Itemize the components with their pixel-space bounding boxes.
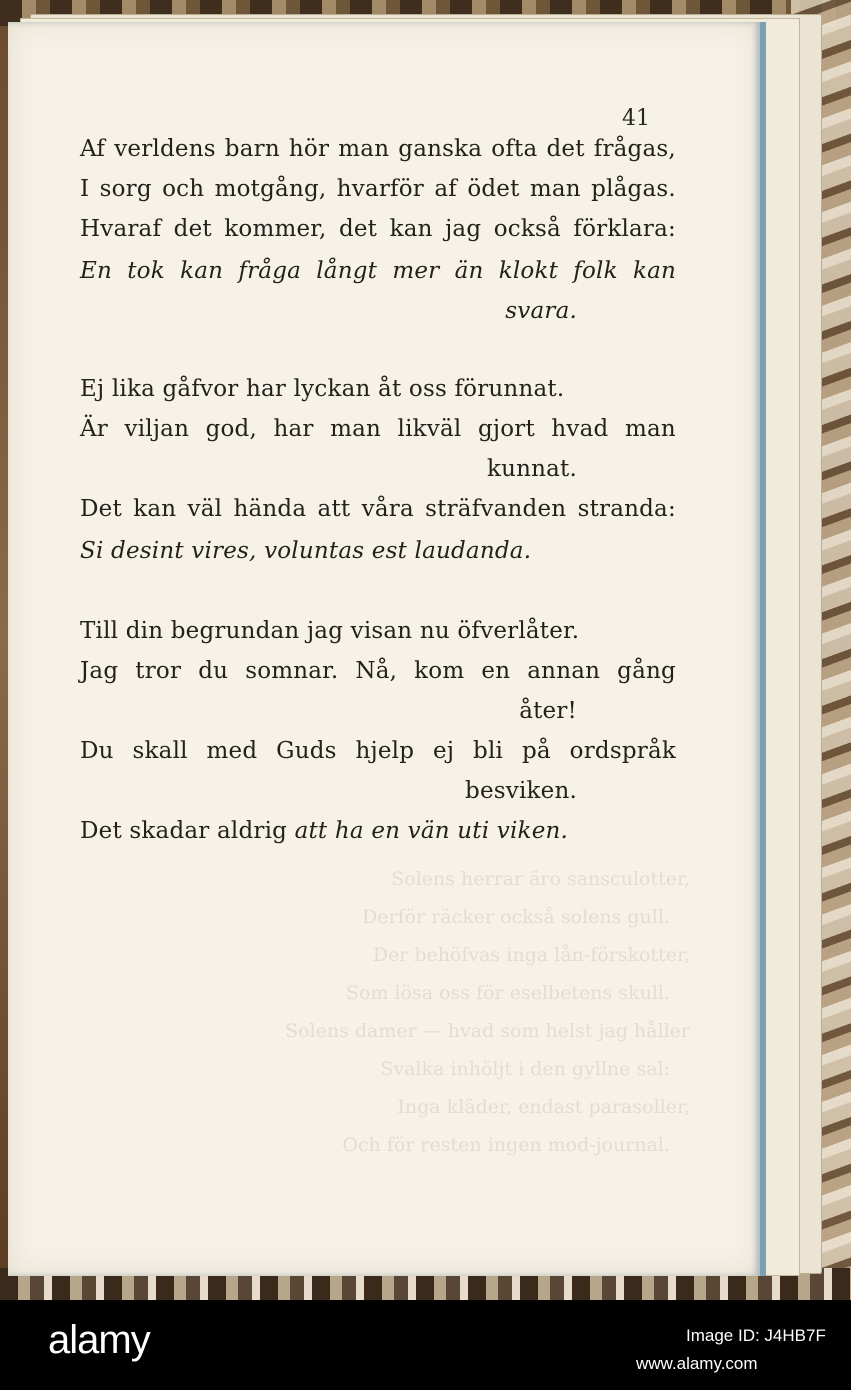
word: ofta [491,136,538,162]
alamy-logo: alamy [48,1318,150,1362]
word: har [273,416,314,442]
word: Nå, [355,658,398,684]
bleed-line: Solens herrar äro sansculotter, [391,868,690,890]
bleed-line: Derför räcker också solens gull. [362,906,670,928]
poem-line [80,216,676,242]
word: skall [132,738,188,764]
word: somnar. [245,658,339,684]
word: tok [127,258,165,284]
poem-line [80,258,676,284]
word: Du [80,738,114,764]
word: gjort [477,416,535,442]
poem-line: Ej lika gåfvor har lyckan åt oss förunnat. [80,376,565,402]
poem-line: åter! [519,698,577,724]
word: Jag [80,658,119,684]
bleed-line: Der behöfvas inga lån-förskotter, [372,944,690,966]
word: det [546,136,585,162]
poem-line [80,496,676,522]
word: kan [180,258,224,284]
word: jag [445,216,482,242]
word: I [80,176,90,202]
line-prefix: Det skadar aldrig [80,818,295,844]
word: annan [527,658,601,684]
word: gång [617,658,676,684]
word: stranda: [577,496,676,522]
word: kan [632,258,676,284]
word: af [434,176,457,202]
word: Hvaraf [80,216,162,242]
word: Guds [276,738,337,764]
word: Det [80,496,122,522]
word: och [162,176,205,202]
word: ödet [467,176,520,202]
poem-line: svara. [505,298,577,324]
word: En [80,258,113,284]
word: plågas. [591,176,676,202]
site-url: www.alamy.com [636,1354,758,1373]
poem-line [80,738,676,764]
word: ej [433,738,455,764]
word: frågas, [593,136,676,162]
word: hända [233,496,307,522]
word: det [338,216,378,242]
word: hvarför [336,176,425,202]
word: man [338,136,390,162]
word: det [173,216,212,242]
word: ganska [398,136,483,162]
word: med [206,738,258,764]
word: kan [389,216,433,242]
word: sträfvanden [425,496,567,522]
word: tror [135,658,182,684]
bleed-line: Inga kläder, endast parasoller, [397,1096,690,1118]
poem-line: Si desint vires, voluntas est laudanda. [80,538,532,564]
word: klokt [498,258,559,284]
poem-line [80,176,676,202]
word: hjelp [355,738,415,764]
word: väl [187,496,223,522]
word: en [481,658,511,684]
word: fråga [238,258,302,284]
word: viljan [124,416,190,442]
word: Är [80,416,109,442]
word: man [330,416,382,442]
bleed-line: Svalka inhöljt i den gyllne sal: [380,1058,670,1080]
word: sorg [99,176,152,202]
poem-line: besviken. [465,778,577,804]
word: mer [392,258,440,284]
word: man [529,176,581,202]
bleed-line: Som lösa oss för eselbetens skull. [345,982,670,1004]
poem-line [80,416,676,442]
word: kan [133,496,177,522]
poem-line: kunnat. [486,456,577,482]
word: våra [361,496,414,522]
word: bli [473,738,504,764]
word: förklara: [573,216,676,242]
poem-line [80,136,676,162]
book-page [8,22,766,1276]
word: hör [288,136,330,162]
word: ordspråk [569,738,676,764]
word: man [624,416,676,442]
word: kom [414,658,465,684]
word: att [317,496,351,522]
word: god, [205,416,257,442]
word: också [493,216,561,242]
word: på [521,738,551,764]
word: verldens [114,136,216,162]
bleed-line: Solens damer — hvad som helst jag håller [285,1020,690,1042]
word: du [198,658,229,684]
word: än [454,258,484,284]
word: motgång, [214,176,327,202]
word: barn [224,136,280,162]
poem-line: Till din begrundan jag visan nu öfverlåter. [80,618,580,644]
poem-line [80,818,568,844]
line-italic-part: att ha en vän uti viken. [294,818,569,844]
bleed-line: Och för resten ingen mod-journal. [342,1134,670,1156]
word: hvad [551,416,609,442]
poem-line [80,658,676,684]
word: folk [573,258,618,284]
page-number: 41 [622,106,650,131]
image-id-label: Image ID: J4HB7F [686,1326,826,1345]
word: Af [80,136,106,162]
word: långt [316,258,378,284]
word: likväl [397,416,462,442]
word: kommer, [224,216,327,242]
